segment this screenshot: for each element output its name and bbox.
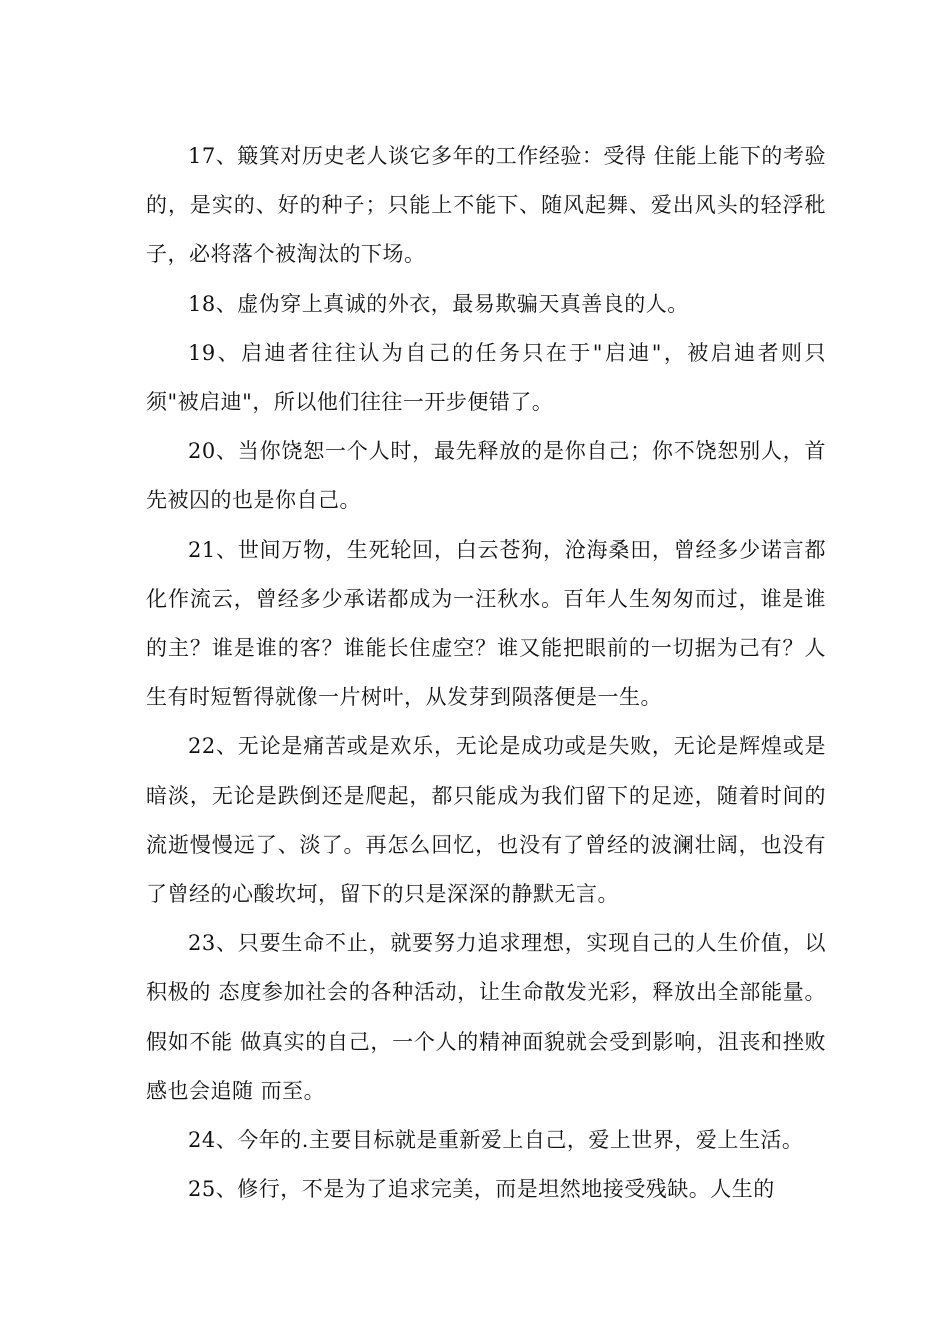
paragraph-22: 22、无论是痛苦或是欢乐，无论是成功或是失败，无论是辉煌或是暗淡，无论是跌倒还是爬起，都只能成为我们留下的足迹，随着时间的流逝慢慢远了、淡了。再怎么回忆，也没有了曾经的波澜壮阔，也没有了曾经的心酸坎坷，留下的只是深深的静默无言。 (146, 734, 826, 907)
paragraph-23: 23、只要生命不止，就要努力追求理想，实现自己的人生价值，以积极的 态度参加社会的各种活动，让生命散发光彩，释放出全部能量。假如不能 做真实的自己，一个人的精神面貌就会受到影响，沮丧和挫败感也会追随 而至。 (146, 931, 826, 1103)
paragraph-24: 24、今年的.主要目标就是重新爱上自己，爱上世界，爱上生活。 (188, 1128, 804, 1153)
paragraph-19: 19、启迪者往往认为自己的任务只在于"启迪"，被启迪者则只须"被启迪"，所以他们往往一开步便错了。 (146, 340, 826, 415)
paragraph-25: 25、修行，不是为了追求完美，而是坦然地接受残缺。人生的 (188, 1177, 775, 1202)
paragraph-20: 20、当你饶恕一个人时，最先释放的是你自己；你不饶恕别人，首先被囚的也是你自己。 (146, 439, 826, 513)
paragraph-21: 21、世间万物，生死轮回，白云苍狗，沧海桑田，曾经多少诺言都化作流云，曾经多少承诺都成为一汪秋水。百年人生匆匆而过，谁是谁的主？谁是谁的客？谁能长住虚空？谁又能把眼前的一切据为己有？人生有时短暂得就像一片树叶，从发芽到陨落便是一生。 (146, 537, 826, 710)
document-body (146, 132, 826, 1214)
paragraph-17: 17、簸箕对历史老人谈它多年的工作经验：受得 住能上能下的考验的，是实的、好的种子；只能上不能下、随风起舞、爱出风头的轻浮秕子，必将落个被淘汰的下场。 (146, 144, 826, 267)
paragraph-18: 18、虚伪穿上真诚的外衣，最易欺骗天真善良的人。 (188, 291, 689, 316)
